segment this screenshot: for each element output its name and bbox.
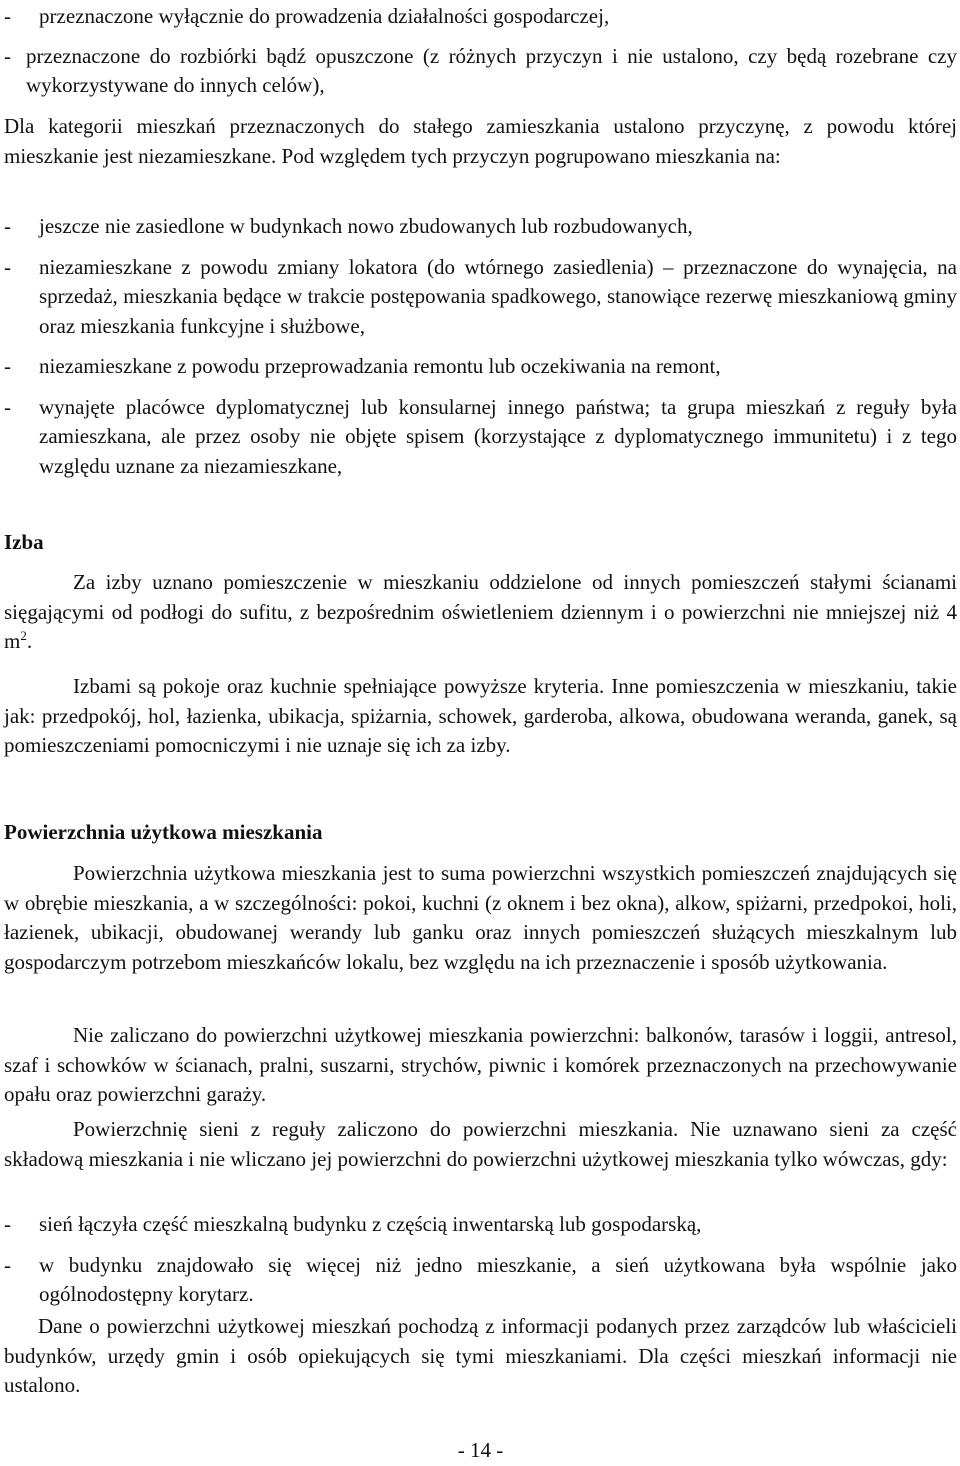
powierzchnia-paragraph-1: Powierzchnia użytkowa mieszkania jest to suma powierzchni wszystkich pomieszczeń znajdujących się w obrębie mieszkania, a w szczególności: pokoi, kuchni (z oknem i bez okna), alkow, spiżarni, przedpokoi, holi, łazienek, ubikacji, obudowanej werandy lub ganku oraz innych pomieszczeń służących mieszkalnym lub gospodarczym potrzebom mieszkańców lokalu, bez względu na ich przeznaczenie i sposób użytkowania. bbox=[4, 861, 957, 974]
list-item-text: niezamieszkane z powodu przeprowadzania remontu lub oczekiwania na remont, bbox=[39, 354, 721, 378]
izba-paragraph-1-end: . bbox=[26, 629, 33, 653]
top-list bbox=[4, 2, 957, 101]
izba-paragraph-1 bbox=[4, 568, 957, 657]
list-item bbox=[4, 1210, 957, 1240]
list-dash: - bbox=[4, 43, 11, 68]
izba-paragraph-1-text: Za izby uznano pomieszczenie w mieszkaniu oddzielone od innych pomieszczeń stałymi ścianami sięgającymi od podłogi do sufitu, z bezpośrednim oświetleniem dziennym i o powierzchni nie mniejszej niż 4 m bbox=[4, 570, 957, 653]
list-item-text: sień łączyła część mieszkalną budynku z częścią inwentarską lub gospodarską, bbox=[39, 1212, 702, 1236]
list-item bbox=[4, 393, 957, 482]
list-item-text: przeznaczone do rozbiórki bądź opuszczone (z różnych przyczyn i nie ustalono, czy będą rozebrane czy wykorzystywane do innych celów), bbox=[26, 43, 957, 97]
list-item bbox=[4, 2, 957, 32]
section-heading-izba: Izba bbox=[4, 530, 44, 554]
list-dash: - bbox=[4, 1212, 11, 1236]
list-dash: - bbox=[4, 254, 11, 279]
list-item bbox=[4, 212, 957, 242]
izba-paragraph-2: Izbami są pokoje oraz kuchnie spełniające powyższe kryteria. Inne pomieszczenia w mieszkaniu, takie jak: przedpokój, hol, łazienka, ubikacja, spiżarnia, schowek, garderoba, alkowa, obudowana weranda, ganek, są pomieszczeniami pomocniczymi i nie uznaje się ich za izby. bbox=[4, 674, 957, 757]
list-item-text: jeszcze nie zasiedlone w budynkach nowo zbudowanych lub rozbudowanych, bbox=[39, 214, 693, 238]
list-dash: - bbox=[4, 354, 11, 378]
powierzchnia-paragraph-3: Powierzchnię sieni z reguły zaliczono do powierzchni mieszkania. Nie uznawano sieni za część składową mieszkania i nie wliczano jej powierzchni do powierzchni użytkowej mieszkania tylko wówczas, gdy: bbox=[4, 1117, 957, 1171]
list-item-text: niezamieszkane z powodu zmiany lokatora (do wtórnego zasiedlenia) – przeznaczone do wynajęcia, na sprzedaż, mieszkania będące w trakcie postępowania spadkowego, stanowiące rezerwę mieszkaniową gminy oraz mieszkania funkcyjne i służbowe, bbox=[39, 254, 957, 338]
page-number: - 14 - bbox=[457, 1438, 504, 1462]
list-item bbox=[4, 253, 957, 342]
list-item bbox=[4, 42, 957, 101]
list-item-text: w budynku znajdowało się więcej niż jedno mieszkanie, a sień użytkowana była wspólnie jako ogólnodostępny korytarz. bbox=[39, 1252, 957, 1306]
superscript: 2 bbox=[20, 628, 27, 643]
powierzchnia-paragraph-2: Nie zaliczano do powierzchni użytkowej mieszkania powierzchni: balkonów, tarasów i loggii, antresol, szaf i schowków w ścianach, pralni, suszarni, strychów, piwnic i komórek przeznaczonych na przechowywanie opału oraz powierzchni garaży. bbox=[4, 1023, 957, 1106]
powierzchnia-paragraph-4: Dane o powierzchni użytkowej mieszkań pochodzą z informacji podanych przez zarządców lub właścicieli budynków, urzędy gmin i osób opiekujących się tymi mieszkaniami. Dla części mieszkań informacji nie ustalono. bbox=[4, 1314, 957, 1397]
section-heading-powierzchnia: Powierzchnia użytkowa mieszkania bbox=[4, 820, 323, 844]
list-item-text: wynajęte placówce dyplomatycznej lub konsularnej innego państwa; ta grupa mieszkań z reguły była zamieszkana, ale przez osoby nie objęte spisem (korzystające z dyplomatycznego immunitetu) i z tego względu uznane za niezamieszkane, bbox=[39, 394, 957, 478]
list-dash: - bbox=[4, 394, 11, 419]
list-dash: - bbox=[4, 1252, 11, 1277]
intro-paragraph: Dla kategorii mieszkań przeznaczonych do stałego zamieszkania ustalono przyczynę, z powodu której mieszkanie jest niezamieszkane. Pod względem tych przyczyn pogrupowano mieszkania na: bbox=[4, 114, 957, 168]
list-dash: - bbox=[4, 4, 11, 28]
list-item bbox=[4, 352, 957, 382]
list-item bbox=[4, 1251, 957, 1310]
list-dash: - bbox=[4, 214, 11, 238]
reasons-list bbox=[4, 212, 957, 481]
conditions-list bbox=[4, 1210, 957, 1310]
list-item-text: przeznaczone wyłącznie do prowadzenia działalności gospodarczej, bbox=[39, 4, 610, 28]
document-page bbox=[4, 0, 957, 1463]
